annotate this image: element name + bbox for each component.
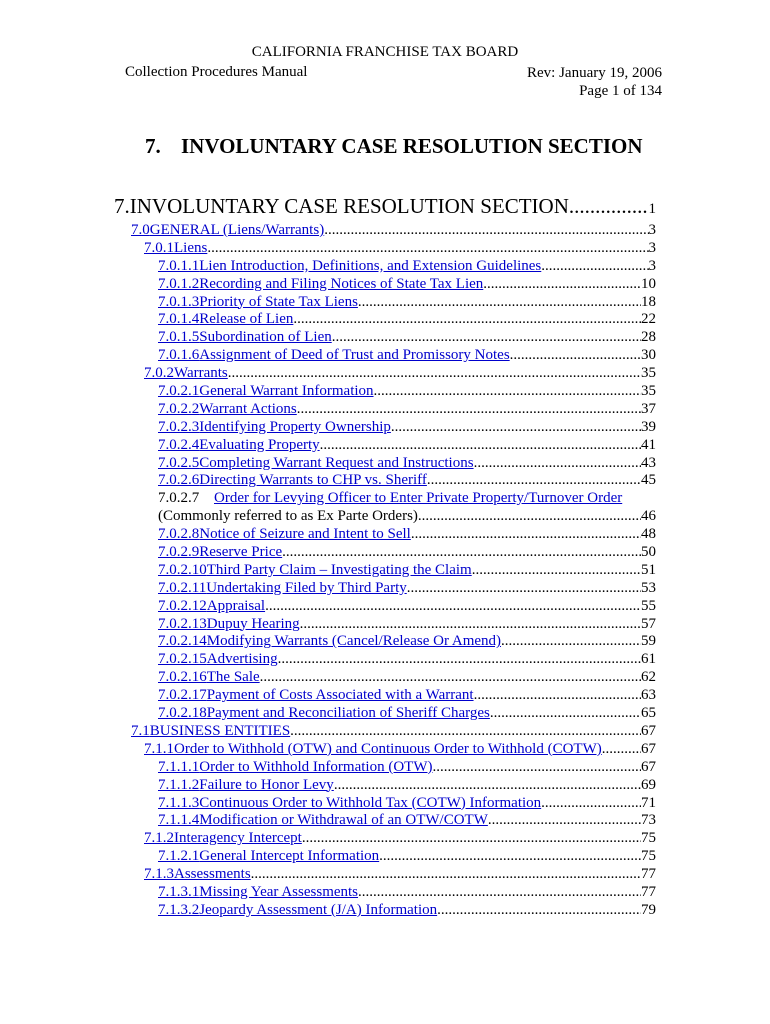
toc-entry-number-link[interactable]: 7.1.3 bbox=[144, 866, 174, 883]
toc-entry-number bbox=[158, 437, 199, 455]
toc-entry-line bbox=[158, 633, 656, 651]
toc-entry-title-link[interactable]: Assessments bbox=[174, 866, 251, 883]
toc-entry-line bbox=[158, 437, 656, 455]
toc-entry-line bbox=[114, 192, 656, 223]
toc-entry[interactable] bbox=[0, 562, 770, 580]
toc-entry-line bbox=[158, 795, 656, 813]
toc-entry-line bbox=[158, 294, 656, 312]
toc-dot-leader bbox=[541, 258, 648, 276]
toc-entry-number-link[interactable]: 7.1.1 bbox=[144, 740, 174, 757]
toc-page-number: 48 bbox=[641, 526, 656, 543]
toc-entry-number-link[interactable]: 7.0.2.9 bbox=[158, 544, 200, 561]
toc-entry-title-link[interactable]: Notice of Seizure and Intent to Sell bbox=[199, 526, 411, 543]
toc-entry[interactable] bbox=[0, 902, 770, 920]
toc-entry-number bbox=[158, 294, 199, 312]
toc-entry-title-link[interactable]: Release of Lien bbox=[199, 311, 294, 328]
toc-entry-title-link[interactable]: Payment and Reconciliation of Sheriff Charges bbox=[206, 705, 490, 722]
toc-entry-number-link[interactable]: 7.0.1.4 bbox=[158, 311, 200, 328]
toc-entry-number-link[interactable]: 7.0.2.18 bbox=[158, 705, 207, 722]
toc-entry-title-link[interactable]: Continuous Order to Withhold Tax (COTW) Information bbox=[199, 794, 542, 811]
toc-dot-leader bbox=[427, 472, 641, 490]
toc-entry[interactable] bbox=[0, 311, 770, 329]
toc-entry-line bbox=[158, 705, 656, 723]
toc-entry-line bbox=[144, 741, 656, 759]
toc-entry-number-link[interactable]: 7.1.2.1 bbox=[158, 848, 200, 865]
toc-page-number: 57 bbox=[641, 615, 656, 632]
toc-entry-title-link[interactable]: Jeopardy Assessment (J/A) Information bbox=[199, 901, 438, 918]
toc-entry[interactable] bbox=[0, 741, 770, 759]
toc-entry-number bbox=[144, 741, 174, 759]
toc-dot-leader bbox=[332, 329, 641, 347]
toc-entry[interactable] bbox=[0, 419, 770, 437]
toc-page-number: 79 bbox=[641, 901, 656, 918]
toc-entry-line bbox=[158, 401, 656, 419]
toc-page-number: 3 bbox=[648, 222, 656, 238]
toc-entry[interactable] bbox=[0, 777, 770, 795]
toc-entry-title-link[interactable]: Recording and Filing Notices of State Tax Lien bbox=[199, 275, 484, 292]
toc-dot-leader bbox=[278, 651, 641, 669]
toc-page-number: 67 bbox=[641, 722, 656, 739]
toc-entry-number bbox=[158, 616, 207, 634]
toc-entry-line bbox=[131, 723, 656, 741]
toc-entry-number-link[interactable]: 7.0.2.3 bbox=[158, 418, 200, 435]
toc-entry[interactable] bbox=[0, 669, 770, 687]
toc-page-number: 22 bbox=[641, 311, 656, 328]
toc-entry-title-link[interactable]: GENERAL (Liens/Warrants) bbox=[149, 222, 325, 238]
toc-entry-line bbox=[158, 759, 656, 777]
toc-entry-title-link[interactable]: Failure to Honor Levy bbox=[199, 776, 334, 793]
toc-entry[interactable] bbox=[0, 437, 770, 455]
toc-entry-number-link[interactable]: 7.0.1 bbox=[144, 239, 174, 256]
toc-page-number: 41 bbox=[641, 436, 656, 453]
toc-dot-leader bbox=[358, 294, 641, 312]
toc-dot-leader bbox=[474, 687, 641, 705]
toc-dot-leader bbox=[411, 526, 641, 544]
toc-entry-title-link[interactable]: Payment of Costs Associated with a Warrant bbox=[206, 687, 474, 704]
toc-entry[interactable] bbox=[0, 866, 770, 884]
toc-entry-number-link[interactable]: 7.0.1.3 bbox=[158, 293, 200, 310]
toc-entry-continuation bbox=[0, 508, 770, 526]
toc-entry-line bbox=[158, 651, 656, 669]
toc-entry-line bbox=[144, 365, 656, 383]
toc-entry-number bbox=[158, 347, 199, 365]
toc-entry-number: 7. bbox=[114, 194, 130, 218]
toc-entry-number bbox=[131, 222, 150, 240]
toc-dot-leader bbox=[472, 562, 641, 580]
toc-entry-number bbox=[158, 562, 207, 580]
toc-entry-line bbox=[158, 812, 656, 830]
toc-entry bbox=[0, 192, 770, 220]
toc-entry[interactable] bbox=[0, 490, 770, 508]
toc-entry-title: INVOLUNTARY CASE RESOLUTION SECTION bbox=[129, 194, 569, 218]
toc-entry-number-link[interactable]: 7.0.2.2 bbox=[158, 400, 200, 417]
toc-entry-number bbox=[158, 455, 199, 473]
toc-entry-line bbox=[158, 347, 656, 365]
toc-page-number: 18 bbox=[641, 293, 656, 310]
toc-page-number: 63 bbox=[641, 687, 656, 704]
toc-entry[interactable] bbox=[0, 383, 770, 401]
toc-entry-line bbox=[158, 329, 656, 347]
toc-entry-line bbox=[158, 687, 656, 705]
toc-page-number: 75 bbox=[641, 848, 656, 865]
toc-dot-leader bbox=[391, 419, 641, 437]
toc-entry-number bbox=[144, 365, 174, 383]
toc-entry-title-link[interactable]: Order to Withhold Information (OTW) bbox=[199, 758, 433, 775]
toc-entry-number-link[interactable]: 7.1.3.2 bbox=[158, 901, 200, 918]
toc-page-number: 67 bbox=[641, 758, 656, 775]
toc-entry[interactable] bbox=[0, 795, 770, 813]
toc-entry-title-link[interactable]: Dupuy Hearing bbox=[206, 615, 300, 632]
toc-entry[interactable] bbox=[0, 329, 770, 347]
toc-entry[interactable] bbox=[0, 830, 770, 848]
toc-entry-line bbox=[158, 276, 656, 294]
toc-dot-leader bbox=[483, 276, 641, 294]
toc-entry-line bbox=[158, 848, 656, 866]
toc-entry-number-link[interactable]: 7.1.1.1 bbox=[158, 758, 200, 775]
section-title bbox=[145, 134, 643, 159]
toc-entry-line bbox=[158, 490, 622, 508]
toc-entry[interactable] bbox=[0, 455, 770, 473]
toc-entry[interactable] bbox=[0, 544, 770, 562]
toc-entry[interactable] bbox=[0, 598, 770, 616]
toc-page-number: 73 bbox=[641, 812, 656, 829]
toc-page-number: 39 bbox=[641, 418, 656, 435]
toc-entry-line bbox=[158, 544, 656, 562]
toc-entry[interactable] bbox=[0, 472, 770, 490]
toc-entry-number bbox=[158, 669, 207, 687]
toc-entry-title-link[interactable]: Subordination of Lien bbox=[199, 329, 332, 346]
toc-entry[interactable] bbox=[0, 365, 770, 383]
toc-dot-leader bbox=[488, 812, 641, 830]
toc-page-number: 37 bbox=[641, 400, 656, 417]
toc-entry-number bbox=[158, 526, 199, 544]
toc-entry[interactable] bbox=[0, 633, 770, 651]
toc-dot-leader bbox=[334, 777, 641, 795]
toc-entry-number-link[interactable]: 7.0.2.6 bbox=[158, 472, 200, 489]
toc-entry-line bbox=[144, 240, 656, 258]
toc-entry-title-link[interactable]: Reserve Price bbox=[199, 544, 283, 561]
toc-entry-number bbox=[158, 311, 199, 329]
toc-entry[interactable] bbox=[0, 276, 770, 294]
toc-entry-line bbox=[158, 562, 656, 580]
agency-header: CALIFORNIA FRANCHISE TAX BOARD bbox=[251, 44, 519, 60]
toc-entry-number-link[interactable]: 7.0.2 bbox=[144, 365, 174, 382]
toc-page-number: 77 bbox=[641, 883, 656, 900]
toc-entry-number bbox=[158, 795, 199, 813]
toc-entry-number bbox=[158, 598, 207, 616]
toc-entry-title-link[interactable]: Third Party Claim – Investigating the Claim bbox=[206, 561, 472, 578]
toc-entry-number bbox=[158, 383, 199, 401]
toc-dot-leader bbox=[602, 741, 641, 759]
toc-entry-number bbox=[158, 651, 207, 669]
revision-date: Rev: January 19, 2006 bbox=[527, 65, 662, 81]
section-title-text: INVOLUNTARY CASE RESOLUTION SECTION bbox=[181, 134, 643, 158]
toc-entry-line bbox=[158, 508, 656, 526]
toc-entry-title-link[interactable]: The Sale bbox=[206, 669, 260, 686]
toc-entry-line bbox=[158, 598, 656, 616]
toc-entry-number bbox=[158, 258, 199, 276]
toc-entry[interactable] bbox=[0, 401, 770, 419]
toc-entry-line bbox=[158, 777, 656, 795]
toc-page-number: 28 bbox=[641, 329, 656, 346]
toc-entry-number-link[interactable]: 7.0.2.8 bbox=[158, 526, 200, 543]
toc-entry-number bbox=[158, 687, 207, 705]
toc-dot-leader bbox=[358, 884, 641, 902]
toc-entry-line bbox=[158, 580, 656, 598]
toc-entry[interactable] bbox=[0, 526, 770, 544]
toc-entry-title-link[interactable]: Lien Introduction, Definitions, and Extension Guidelines bbox=[199, 257, 542, 274]
toc-dot-leader bbox=[510, 347, 641, 365]
toc-entry-title-link[interactable]: BUSINESS ENTITIES bbox=[149, 722, 291, 739]
toc-entry-line bbox=[158, 383, 656, 401]
toc-entry-number: 7.0.2.7 bbox=[158, 490, 200, 507]
toc-dot-leader bbox=[265, 598, 641, 616]
toc-dot-leader bbox=[379, 848, 641, 866]
toc-entry-line bbox=[144, 830, 656, 848]
toc-dot-leader bbox=[260, 669, 641, 687]
toc-dot-leader bbox=[437, 902, 641, 920]
toc-entry-title-link[interactable]: Evaluating Property bbox=[199, 436, 320, 453]
toc-dot-leader bbox=[207, 240, 648, 258]
revision-block bbox=[527, 64, 662, 100]
toc-entry-number bbox=[158, 759, 199, 777]
toc-page-number: 3 bbox=[648, 257, 656, 274]
toc-page-number: 50 bbox=[641, 544, 656, 561]
toc-page-number: 75 bbox=[641, 830, 656, 847]
toc-dot-leader bbox=[418, 508, 641, 526]
toc-page-number: 46 bbox=[641, 508, 656, 525]
toc-entry-title-link[interactable]: Order for Levying Officer to Enter Private Property/Turnover Order bbox=[214, 490, 623, 507]
toc-dot-leader bbox=[474, 455, 641, 473]
toc-entry-title-link[interactable]: Missing Year Assessments bbox=[199, 883, 359, 900]
toc-entry-number-link[interactable]: 7.1.3.1 bbox=[158, 883, 200, 900]
toc-page-number: 35 bbox=[641, 365, 656, 382]
toc-dot-leader bbox=[228, 365, 641, 383]
toc-dot-leader bbox=[302, 830, 641, 848]
toc-entry[interactable] bbox=[0, 759, 770, 777]
toc-entry-line bbox=[144, 866, 656, 884]
toc-entry-number bbox=[158, 848, 199, 866]
toc-entry-number bbox=[131, 723, 150, 741]
toc-entry-number-link[interactable]: 7.1 bbox=[131, 722, 150, 739]
toc-entry[interactable] bbox=[0, 651, 770, 669]
toc-entry-number-link[interactable]: 7.0.1.2 bbox=[158, 275, 200, 292]
toc-entry[interactable] bbox=[0, 294, 770, 312]
toc-dot-leader bbox=[490, 705, 641, 723]
toc-entry-number-link[interactable]: 7.0.2.13 bbox=[158, 615, 207, 632]
toc-page-number: 1 bbox=[648, 201, 656, 217]
toc-dot-leader bbox=[407, 580, 641, 598]
toc-entry-title-link[interactable]: Directing Warrants to CHP vs. Sheriff bbox=[199, 472, 427, 489]
toc-entry-number-link[interactable]: 7.1.1.4 bbox=[158, 812, 200, 829]
toc-entry-number bbox=[158, 902, 199, 920]
toc-dot-leader bbox=[432, 759, 641, 777]
toc-dot-leader bbox=[297, 401, 641, 419]
toc-entry-number bbox=[144, 240, 174, 258]
toc-page-number: 10 bbox=[641, 275, 656, 292]
toc-entry-number-link[interactable]: 7.0.2.15 bbox=[158, 651, 207, 668]
toc-page-number: 45 bbox=[641, 472, 656, 489]
toc-page-number: 59 bbox=[641, 633, 656, 650]
toc-dot-leader bbox=[251, 866, 641, 884]
toc-dot-leader bbox=[324, 222, 648, 240]
toc-entry-number-link[interactable]: 7.0.1.1 bbox=[158, 257, 200, 274]
toc-entry-number-link[interactable]: 7.1.1.3 bbox=[158, 794, 200, 811]
toc-entry[interactable] bbox=[0, 222, 770, 240]
toc-entry-title-link[interactable]: Warrants bbox=[174, 365, 228, 382]
toc-dot-leader bbox=[293, 311, 641, 329]
toc-entry-number-link[interactable]: 7.1.1.2 bbox=[158, 776, 200, 793]
toc-entry-title: (Commonly referred to as Ex Parte Orders) bbox=[158, 508, 418, 525]
toc-entry-line bbox=[158, 472, 656, 490]
toc-entry[interactable] bbox=[0, 705, 770, 723]
toc-dot-leader bbox=[320, 437, 641, 455]
toc-entry-number bbox=[158, 705, 207, 723]
toc-entry-line bbox=[158, 258, 656, 276]
toc-entry-number bbox=[158, 401, 199, 419]
toc-page-number: 71 bbox=[641, 794, 656, 811]
toc-entry-number-link[interactable]: 7.0.2.16 bbox=[158, 669, 207, 686]
toc-entry-number-link[interactable]: 7.0.2.10 bbox=[158, 561, 207, 578]
toc-page-number: 61 bbox=[641, 651, 656, 668]
toc-entry[interactable] bbox=[0, 848, 770, 866]
toc-entry[interactable] bbox=[0, 347, 770, 365]
toc-entry-number-link[interactable]: 7.0 bbox=[131, 222, 150, 238]
toc-entry-title-link[interactable]: Warrant Actions bbox=[199, 400, 297, 417]
toc-entry-title-link[interactable]: Liens bbox=[174, 239, 208, 256]
toc-entry-title-link[interactable]: Identifying Property Ownership bbox=[199, 418, 391, 435]
toc-page-number: 65 bbox=[641, 705, 656, 722]
toc-page-number: 30 bbox=[641, 347, 656, 364]
toc-entry[interactable] bbox=[0, 687, 770, 705]
toc-entry-number-link[interactable]: 7.0.2.11 bbox=[158, 579, 207, 596]
toc-entry-number bbox=[158, 884, 199, 902]
toc-entry-line bbox=[158, 311, 656, 329]
toc-dot-leader bbox=[541, 795, 641, 813]
toc-entry[interactable] bbox=[0, 240, 770, 258]
toc-entry-number-link[interactable]: 7.0.2.14 bbox=[158, 633, 207, 650]
toc-entry-number bbox=[158, 329, 199, 347]
toc-dot-leader bbox=[374, 383, 641, 401]
table-of-contents bbox=[0, 192, 770, 920]
toc-entry-title-link[interactable]: Advertising bbox=[206, 651, 278, 668]
toc-entry-line bbox=[131, 222, 656, 240]
toc-entry-number-link[interactable]: 7.0.1.5 bbox=[158, 329, 200, 346]
toc-entry-title-link[interactable]: Interagency Intercept bbox=[174, 830, 302, 847]
toc-entry-number bbox=[158, 276, 199, 294]
toc-entry-number-link[interactable]: 7.0.1.6 bbox=[158, 347, 200, 364]
toc-page-number: 43 bbox=[641, 454, 656, 471]
page-number: Page 1 of 134 bbox=[579, 83, 662, 99]
toc-entry-number-link[interactable]: 7.0.2.17 bbox=[158, 687, 207, 704]
toc-entry-line bbox=[158, 616, 656, 634]
toc-dot-leader bbox=[290, 723, 641, 741]
toc-entry-title-link[interactable]: Modification or Withdrawal of an OTW/COTW bbox=[199, 812, 488, 829]
toc-entry-number-link[interactable]: 7.0.2.12 bbox=[158, 597, 207, 614]
toc-entry-number bbox=[144, 830, 174, 848]
toc-entry[interactable] bbox=[0, 884, 770, 902]
toc-entry-line bbox=[158, 884, 656, 902]
toc-page-number: 77 bbox=[641, 866, 656, 883]
toc-entry-line bbox=[158, 902, 656, 920]
toc-page-number: 51 bbox=[641, 561, 656, 578]
toc-entry-title-link[interactable]: Undertaking Filed by Third Party bbox=[206, 579, 407, 596]
toc-entry-title-link[interactable]: Order to Withhold (OTW) and Continuous Order to Withhold (COTW) bbox=[174, 740, 602, 757]
manual-title: Collection Procedures Manual bbox=[125, 64, 308, 80]
toc-entry[interactable] bbox=[0, 723, 770, 741]
toc-entry-number bbox=[158, 812, 199, 830]
toc-entry-line bbox=[158, 419, 656, 437]
toc-entry[interactable] bbox=[0, 580, 770, 598]
toc-entry-number bbox=[158, 544, 199, 562]
toc-entry[interactable] bbox=[0, 258, 770, 276]
toc-entry-title-link[interactable]: General Intercept Information bbox=[199, 848, 380, 865]
toc-entry-title-link[interactable]: Appraisal bbox=[206, 597, 266, 614]
toc-entry-number-link[interactable]: 7.0.2.4 bbox=[158, 436, 200, 453]
toc-entry-line bbox=[158, 455, 656, 473]
toc-dot-leader bbox=[282, 544, 641, 562]
toc-entry-title-link[interactable]: Completing Warrant Request and Instructions bbox=[199, 454, 474, 471]
toc-entry-number bbox=[158, 580, 206, 598]
toc-entry-title-link[interactable]: Modifying Warrants (Cancel/Release Or Amend) bbox=[206, 633, 502, 650]
toc-entry-line bbox=[158, 526, 656, 544]
toc-entry-number bbox=[158, 777, 199, 795]
toc-entry-title-link[interactable]: Priority of State Tax Liens bbox=[199, 293, 358, 310]
toc-entry-line bbox=[158, 669, 656, 687]
toc-entry-number-link[interactable]: 7.1.2 bbox=[144, 830, 174, 847]
toc-entry-number bbox=[144, 866, 174, 884]
toc-page-number: 67 bbox=[641, 740, 656, 757]
toc-page-number: 55 bbox=[641, 597, 656, 614]
toc-entry-number bbox=[158, 419, 199, 437]
toc-entry-number-link[interactable]: 7.0.2.1 bbox=[158, 383, 200, 400]
toc-dot-leader bbox=[569, 192, 649, 220]
section-title-number: 7. bbox=[145, 134, 161, 158]
toc-page-number: 3 bbox=[648, 239, 656, 256]
toc-page-number: 62 bbox=[641, 669, 656, 686]
toc-entry-number-link[interactable]: 7.0.2.5 bbox=[158, 454, 200, 471]
toc-entry-title-link[interactable]: Assignment of Deed of Trust and Promissory Notes bbox=[199, 347, 510, 364]
toc-page-number: 69 bbox=[641, 776, 656, 793]
toc-entry[interactable] bbox=[0, 812, 770, 830]
toc-dot-leader bbox=[300, 616, 641, 634]
toc-entry-title-link[interactable]: General Warrant Information bbox=[199, 383, 374, 400]
toc-entry[interactable] bbox=[0, 616, 770, 634]
toc-dot-leader bbox=[501, 633, 641, 651]
toc-entry-number bbox=[158, 633, 207, 651]
toc-entry-number bbox=[158, 472, 199, 490]
toc-page-number: 53 bbox=[641, 579, 656, 596]
toc-page-number: 35 bbox=[641, 383, 656, 400]
